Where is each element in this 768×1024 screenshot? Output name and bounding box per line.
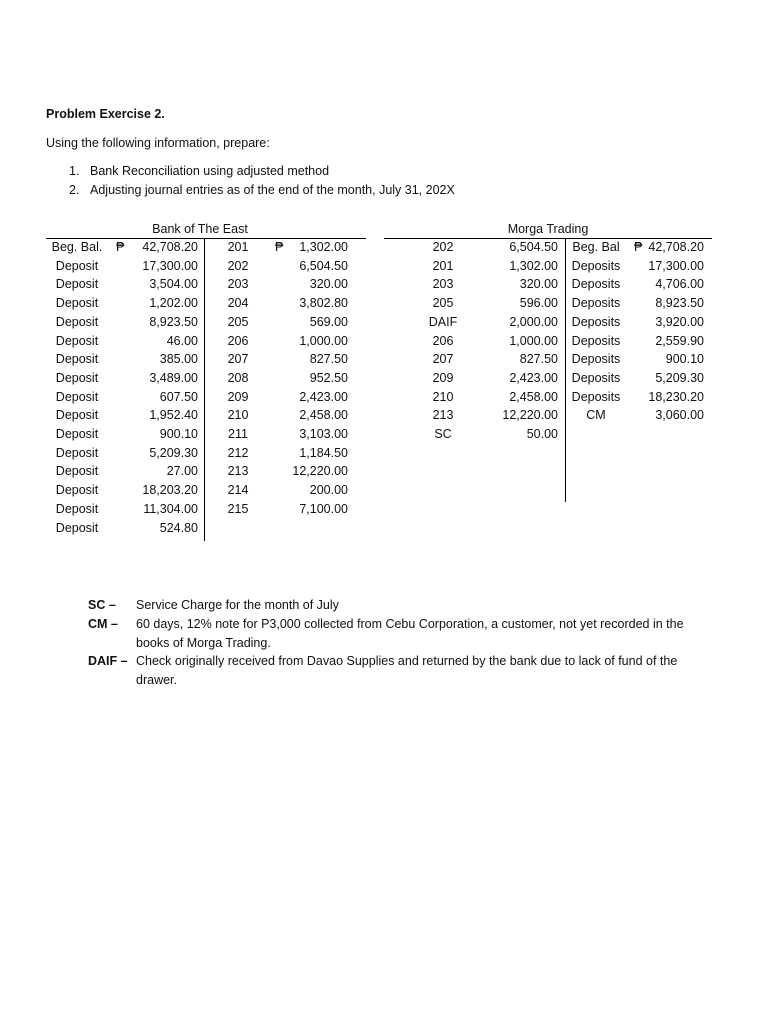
ledger-amount: 7,100.00	[299, 501, 348, 516]
ledger-check-number: 204	[227, 296, 249, 311]
ledger-label: Deposit	[55, 520, 99, 535]
ledger-check-number: 202	[432, 240, 454, 254]
ledger-label: Deposits	[571, 314, 621, 329]
ledger-amount: 320.00	[309, 277, 348, 292]
ledger-label: Deposit	[55, 314, 99, 329]
ledger-amount: 1,202.00	[149, 296, 198, 311]
bank-account-title: Bank of The East	[152, 222, 248, 236]
legend-text: Check originally received from Davao Supplies and returned by the bank due to lack of fund of the	[136, 654, 678, 668]
ledger-amount: 3,504.00	[149, 277, 198, 292]
ledger-check-number: 211	[228, 427, 248, 441]
ledger-amount: 3,920.00	[655, 314, 704, 329]
ledger-check-number: 205	[227, 314, 249, 329]
morga-account-title: Morga Trading	[507, 222, 589, 236]
morga-center-rule	[565, 238, 566, 502]
ledger-label: Beg. Bal.	[51, 240, 103, 254]
ledger-label: Deposits	[571, 389, 621, 404]
ledger-amount: 5,209.30	[655, 370, 704, 385]
ledger-amount: 12,220.00	[292, 464, 348, 479]
ledger-amount: 3,060.00	[655, 408, 704, 423]
ledger-check-number: 213	[227, 464, 249, 479]
ledger-check-number: 203	[227, 277, 249, 292]
ledger-check-number: 215	[227, 501, 249, 516]
peso-sign: ₱	[275, 240, 284, 254]
ledger-amount: 3,103.00	[299, 427, 348, 441]
legend-text: Service Charge for the month of July	[136, 598, 339, 612]
ledger-check-number: 213	[432, 408, 454, 423]
ledger-amount: 3,802.80	[299, 296, 348, 311]
task-text: Bank Reconciliation using adjusted method	[90, 164, 330, 178]
ledger-amount: 27.00	[166, 464, 198, 479]
ledger-amount: 569.00	[309, 314, 348, 329]
ledger-amount: 827.50	[519, 352, 558, 367]
ledger-check-number: 208	[227, 370, 249, 385]
ledger-label: Deposit	[55, 352, 99, 367]
ledger-amount: 6,504.50	[299, 258, 348, 273]
ledger-amount: 11,304.00	[143, 501, 198, 516]
ledger-amount: 17,300.00	[648, 258, 704, 273]
ledger-label: Deposit	[55, 277, 99, 292]
ledger-check-number: 203	[432, 277, 454, 292]
legend-text: drawer.	[136, 673, 177, 687]
ledger-label: Deposits	[571, 258, 621, 273]
task-number: 1.	[69, 164, 80, 178]
ledger-amount: 1,000.00	[299, 333, 348, 348]
ledger-check-number: 210	[432, 389, 454, 404]
ledger-amount: 12,220.00	[502, 408, 558, 423]
ledger-check-number: 201	[227, 240, 249, 254]
ledger-check-number: 207	[227, 352, 249, 367]
ledger-label: Deposit	[55, 296, 99, 311]
ledger-amount: 8,923.50	[655, 296, 704, 311]
ledger-label: Deposit	[55, 333, 99, 348]
ledger-amount: 1,000.00	[509, 333, 558, 348]
ledger-amount: 8,923.50	[149, 314, 198, 329]
legend-text: books of Morga Trading.	[136, 636, 271, 650]
ledger-check-number: DAIF	[428, 314, 458, 329]
ledger-amount: 900.10	[665, 352, 704, 367]
ledger-amount: 827.50	[309, 352, 348, 367]
ledger-amount: 2,458.00	[509, 389, 558, 404]
ledger-amount: 2,000.00	[509, 314, 558, 329]
ledger-amount: 385.00	[159, 352, 198, 367]
ledger-amount: 18,230.20	[648, 389, 704, 404]
ledger-label: Deposit	[55, 445, 99, 460]
ledger-check-number: 214	[227, 483, 249, 498]
ledger-label: Deposit	[55, 501, 99, 516]
ledger-amount: 900.10	[159, 427, 198, 441]
ledger-label: Deposits	[571, 296, 621, 311]
ledger-label: Deposit	[55, 427, 99, 441]
ledger-label: Deposit	[55, 258, 99, 273]
legend-term: DAIF –	[88, 654, 128, 668]
ledger-amount: 1,302.00	[299, 240, 348, 254]
ledger-amount: 50.00	[526, 427, 558, 441]
bank-center-rule	[204, 238, 205, 541]
ledger-amount: 596.00	[519, 296, 558, 311]
ledger-amount: 46.00	[166, 333, 198, 348]
ledger-amount: 2,559.90	[655, 333, 704, 348]
ledger-label: Deposit	[55, 389, 99, 404]
task-number: 2.	[69, 183, 80, 197]
ledger-label: Deposit	[55, 464, 99, 479]
ledger-amount: 18,203.20	[142, 483, 198, 498]
ledger-amount: 3,489.00	[149, 370, 198, 385]
ledger-amount: 2,423.00	[299, 389, 348, 404]
legend-term: SC –	[88, 598, 116, 612]
ledger-label: Deposits	[571, 333, 621, 348]
ledger-check-number: 209	[227, 389, 249, 404]
ledger-check-number: SC	[434, 427, 452, 441]
intro-text: Using the following information, prepare:	[46, 136, 270, 150]
ledger-label: Deposit	[55, 483, 99, 498]
ledger-amount: 17,300.00	[142, 258, 198, 273]
ledger-amount: 320.00	[519, 277, 558, 292]
peso-sign: ₱	[116, 240, 125, 254]
ledger-label: Deposit	[55, 370, 99, 385]
ledger-amount: 2,423.00	[509, 370, 558, 385]
task-text: Adjusting journal entries as of the end of the month, July 31, 202X	[90, 183, 455, 197]
ledger-amount: 1,952.40	[149, 408, 198, 423]
legend-text: 60 days, 12% note for P3,000 collected from Cebu Corporation, a customer, not yet recorded in the	[136, 617, 684, 631]
ledger-amount: 42,708.20	[142, 240, 198, 254]
ledger-label: Beg. Bal	[572, 240, 620, 254]
peso-sign: ₱	[634, 240, 643, 254]
ledger-check-number: 207	[432, 352, 454, 367]
ledger-amount: 607.50	[159, 389, 198, 404]
ledger-check-number: 209	[432, 370, 454, 385]
ledger-check-number: 212	[227, 445, 249, 460]
ledger-label: Deposit	[55, 408, 99, 423]
ledger-amount: 4,706.00	[655, 277, 704, 292]
ledger-label: CM	[586, 408, 606, 423]
ledger-amount: 5,209.30	[149, 445, 198, 460]
ledger-check-number: 202	[227, 258, 249, 273]
ledger-check-number: 201	[432, 258, 454, 273]
ledger-amount: 1,302.00	[509, 258, 558, 273]
ledger-amount: 42,708.20	[648, 240, 704, 254]
ledger-check-number: 205	[432, 296, 454, 311]
ledger-label: Deposits	[571, 277, 621, 292]
ledger-amount: 524.80	[159, 520, 198, 535]
ledger-check-number: 206	[227, 333, 249, 348]
legend-term: CM –	[88, 617, 118, 631]
page-title: Problem Exercise 2.	[46, 107, 165, 121]
ledger-check-number: 206	[432, 333, 454, 348]
ledger-amount: 6,504.50	[509, 240, 558, 254]
ledger-check-number: 210	[227, 408, 249, 423]
ledger-amount: 1,184.50	[299, 445, 348, 460]
ledger-label: Deposits	[571, 352, 621, 367]
ledger-amount: 2,458.00	[299, 408, 348, 423]
ledger-label: Deposits	[571, 370, 621, 385]
ledger-amount: 200.00	[309, 483, 348, 498]
ledger-amount: 952.50	[309, 370, 348, 385]
